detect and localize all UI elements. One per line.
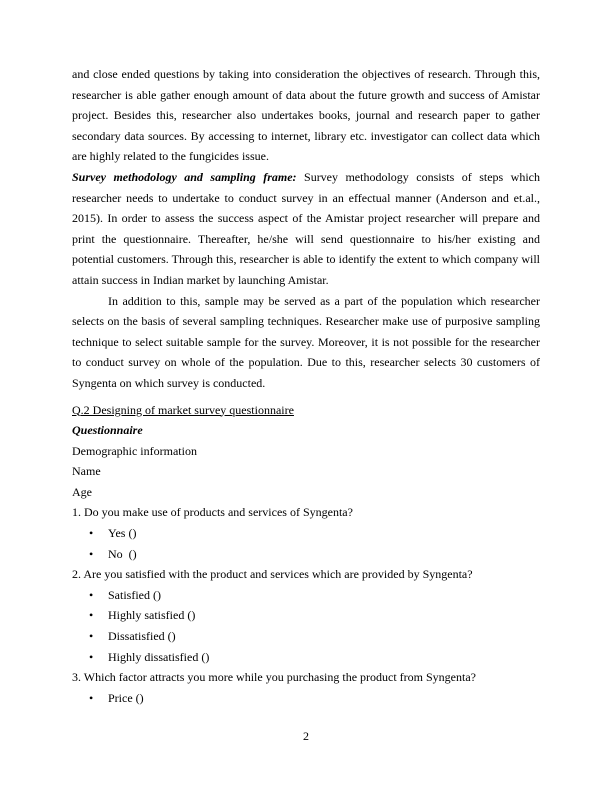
bullet-icon: • xyxy=(89,608,94,623)
option-item xyxy=(72,585,540,606)
option-item xyxy=(72,605,540,626)
page-number: 2 xyxy=(303,729,309,743)
question-3: 3. Which factor attracts you more while you purchasing the product from Syngenta? xyxy=(72,670,476,685)
survey-methodology-text: Survey methodology consists of steps which researcher needs to undertake to conduct survey in an effectual manner (Anderson and et.al., 2015). In order to assess the success aspect of the Amistar project researcher will prepare and print the questionnaire. Thereafter, he/she will send questionnaire to his/her existing and potential customers. Through this, researcher is able to identify the extent to which company will attain success in Indian market by launching Amistar. xyxy=(72,169,541,287)
section-heading: Q.2 Designing of market survey questionnaire xyxy=(72,402,294,417)
option-label: No () xyxy=(108,546,137,561)
bullet-icon: • xyxy=(89,546,94,561)
questionnaire-title: Questionnaire xyxy=(72,423,143,438)
question-1: 1. Do you make use of products and services of Syngenta? xyxy=(72,505,353,520)
demographic-label: Demographic information xyxy=(72,443,197,458)
name-field-label: Name xyxy=(72,464,101,479)
bullet-icon: • xyxy=(89,629,94,644)
option-item xyxy=(72,626,540,647)
bullet-icon: • xyxy=(89,690,94,705)
question-3-options xyxy=(72,688,540,709)
option-label: Highly satisfied () xyxy=(108,608,196,623)
option-label: Dissatisfied () xyxy=(108,629,176,644)
option-item xyxy=(72,688,540,709)
option-label: Highly dissatisfied () xyxy=(108,649,210,664)
bullet-icon: • xyxy=(89,649,94,664)
paragraph-survey-methodology xyxy=(72,167,540,291)
option-label: Satisfied () xyxy=(108,587,161,602)
question-2: 2. Are you satisfied with the product and services which are provided by Syngenta? xyxy=(72,567,473,582)
bullet-icon: • xyxy=(89,526,94,541)
document-body xyxy=(72,64,540,708)
option-item xyxy=(72,647,540,668)
question-1-options xyxy=(72,523,540,564)
paragraph-data-collection: and close ended questions by taking into consideration the objectives of research. Through this, researcher is able gather enough amount of data about the future growth and success of Amistar project. Besides this, researcher also undertakes books, journal and research paper to gather secondary data sources. By accessing to internet, library etc. investigator can collect data which are highly related to the fungicides issue. xyxy=(72,67,540,164)
option-label: Price () xyxy=(108,690,144,705)
question-2-options xyxy=(72,585,540,667)
age-field-label: Age xyxy=(72,484,92,499)
survey-methodology-label: Survey methodology and sampling frame: xyxy=(72,169,297,184)
paragraph-sampling: In addition to this, sample may be served as a part of the population which researcher selects on the basis of several sampling techniques. Researcher make use of purposive sampling technique to select suitable sample for the survey. Moreover, it is not possible for the researcher to conduct survey on whole of the population. Due to this, researcher selects 30 customers of Syngenta on which survey is conducted. xyxy=(72,293,540,390)
option-item xyxy=(72,544,540,565)
option-item xyxy=(72,523,540,544)
bullet-icon: • xyxy=(89,587,94,602)
option-label: Yes () xyxy=(108,526,137,541)
